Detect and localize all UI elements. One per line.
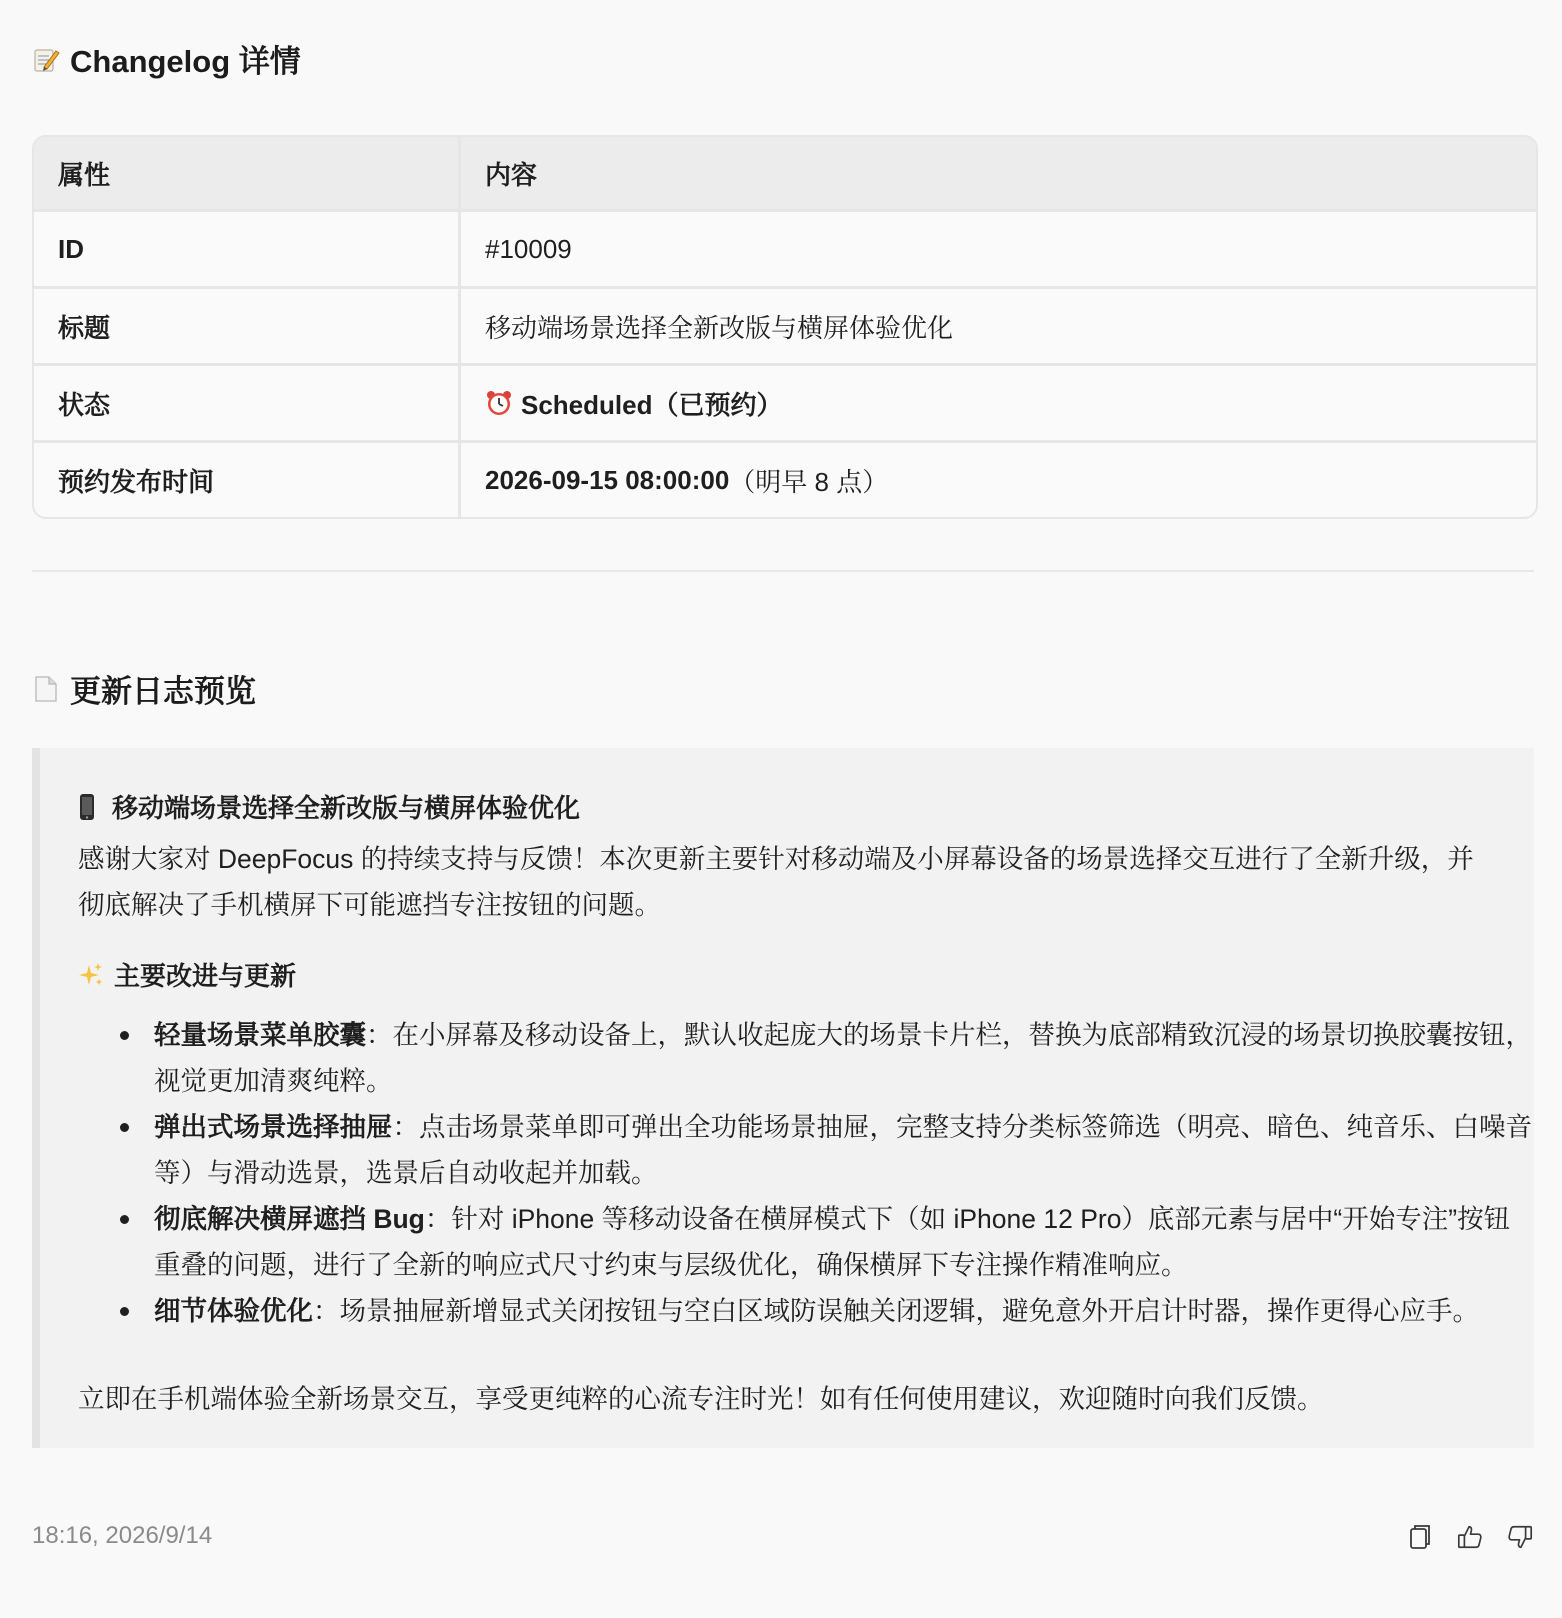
- alarm-clock-icon: [485, 389, 513, 417]
- copy-icon[interactable]: [1406, 1522, 1434, 1552]
- item-text: ：场景抽屉新增显式关闭按钮与空白区域防误触关闭逻辑，避免意外开启计时器，操作更得心应手。: [313, 1296, 1479, 1326]
- row-key-schedule: 预约发布时间: [34, 443, 461, 517]
- memo-icon: [32, 45, 60, 73]
- preview-heading: [32, 666, 256, 711]
- row-value-title: 移动端场景选择全新改版与横屏体验优化: [485, 312, 954, 343]
- row-value-schedule: [461, 443, 1536, 517]
- table-row: [34, 363, 1536, 440]
- mobile-phone-icon: [78, 793, 100, 821]
- row-key-title: 标题: [34, 289, 461, 363]
- preview-intro: 感谢大家对 DeepFocus 的持续支持与反馈！本次更新主要针对移动端及小屏幕设备的场景选择交互进行了全新升级，并彻底解决了手机横屏下可能遮挡专注按钮的问题。: [78, 844, 1474, 920]
- item-text: ：针对 iPhone 等移动设备在横屏模式下（如 iPhone 12 Pro）底部元素与居中“开始专注”按钮重叠的问题，进行了全新的响应式尺寸约束与层级优化，确保横屏下专注操作精准响应。: [154, 1204, 1511, 1280]
- message-actions: [1406, 1522, 1534, 1552]
- row-key-status: 状态: [34, 366, 461, 440]
- section-divider: [32, 570, 1534, 572]
- subheading-text: 主要改进与更新: [114, 961, 297, 991]
- table-row: [34, 209, 1536, 286]
- table-row: [34, 286, 1536, 363]
- preview-outro: 立即在手机端体验全新场景交互，享受更纯粹的心流专注时光！如有任何使用建议，欢迎随时向我们反馈。: [78, 1384, 1324, 1414]
- row-value-status: [461, 366, 1536, 440]
- changelog-details-heading: [32, 36, 301, 81]
- row-value-id: #10009: [485, 233, 572, 264]
- item-text: ：在小屏幕及移动设备上，默认收起庞大的场景卡片栏，替换为底部精致沉浸的场景切换胶囊按钮，视觉更加清爽纯粹。: [154, 1020, 1532, 1096]
- item-title: 轻量场景菜单胶囊: [154, 1020, 366, 1050]
- message-timestamp: 18:16, 2026/9/14: [32, 1522, 213, 1549]
- thumbs-down-icon[interactable]: [1506, 1522, 1534, 1552]
- table-header-row: [34, 137, 1536, 209]
- changelog-preview-block: [32, 748, 1534, 1448]
- table-header-content: 内容: [485, 159, 538, 190]
- heading-text: Changelog 详情: [70, 44, 301, 79]
- item-title: 弹出式场景选择抽屉: [154, 1112, 393, 1142]
- item-title: 细节体验优化: [154, 1296, 313, 1326]
- thumbs-up-icon[interactable]: [1456, 1522, 1484, 1552]
- schedule-datetime: 2026-09-15 08:00:00: [485, 464, 730, 495]
- table-header-attribute: 属性: [34, 137, 461, 209]
- heading-text: 更新日志预览: [70, 674, 256, 709]
- preview-subheading: [78, 956, 296, 993]
- list-item: [116, 1288, 1536, 1334]
- list-item: [116, 1104, 1536, 1196]
- improvements-list: [116, 1012, 1536, 1334]
- row-key-id: ID: [34, 212, 461, 286]
- table-row: [34, 440, 1536, 517]
- list-item: [116, 1012, 1536, 1104]
- item-text: ：点击场景菜单即可弹出全功能场景抽屉，完整支持分类标签筛选（明亮、暗色、纯音乐、白噪音等）与滑动选景，选景后自动收起并加载。: [154, 1112, 1532, 1188]
- changelog-table: [32, 135, 1538, 519]
- preview-title-text: 移动端场景选择全新改版与横屏体验优化: [112, 793, 581, 823]
- preview-title: [78, 788, 580, 825]
- schedule-note: （明早 8 点）: [729, 466, 889, 497]
- status-text: Scheduled（已预约）: [521, 389, 783, 420]
- list-item: [116, 1196, 1536, 1288]
- page-icon: [32, 675, 60, 703]
- sparkles-icon: [78, 962, 104, 988]
- item-title: 彻底解决横屏遮挡 Bug: [154, 1204, 425, 1234]
